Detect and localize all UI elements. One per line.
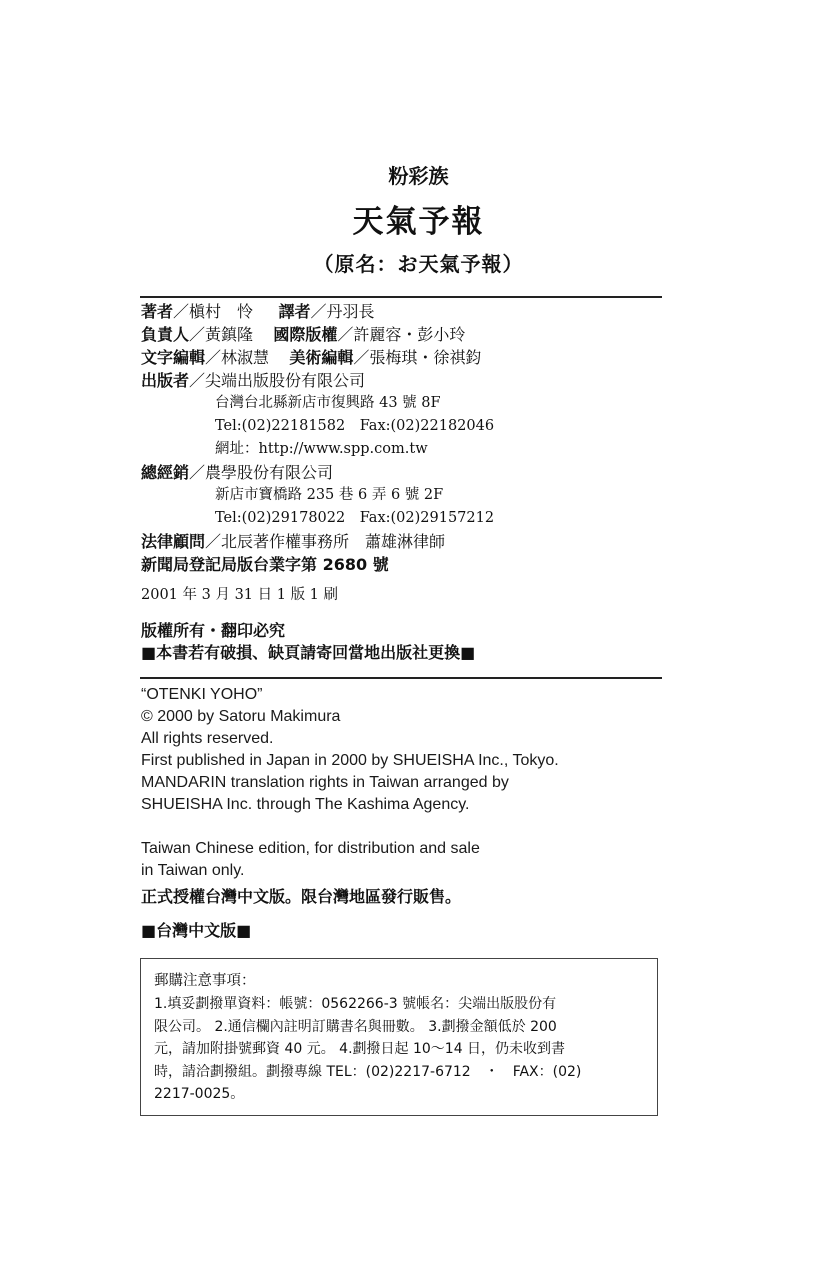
text-editor-name: ／林淑慧 [205, 348, 270, 367]
english-edition-1: Taiwan Chinese edition, for distribution and sale [141, 840, 480, 857]
rep-label: 負責人 [141, 325, 190, 344]
english-translation-rights-1: MANDARIN translation rights in Taiwan arranged by [141, 774, 509, 791]
text-editor-label: 文字編輯 [141, 348, 206, 367]
series-name: 粉彩族 [388, 164, 449, 188]
registration-number: 新聞局登記局版台業字第 2680 號 [141, 555, 389, 574]
translator-name: ／丹羽長 [310, 302, 375, 321]
original-title: （原名：お天氣予報） [313, 252, 524, 276]
credit-author-line [141, 300, 681, 323]
english-first-published: First published in Japan in 2000 by SHUEISHA Inc., Tokyo. [141, 752, 559, 769]
mail-order-heading: 郵購注意事項： [154, 973, 256, 989]
mail-order-body [154, 993, 646, 1106]
mail-order-box [140, 958, 658, 1116]
mail-order-line-5: 2217-0025。 [154, 1086, 245, 1102]
legal-name: ／北辰著作權事務所 蕭雄淋律師 [205, 532, 446, 551]
author-name: ／槇村 怜 [173, 302, 254, 321]
print-date: 2001 年 3 月 31 日 1 版 1 刷 [141, 587, 339, 603]
mail-order-line-2: 限公司。 2.通信欄內註明訂購書名與冊數。 3.劃撥金額低於 200 [154, 1018, 557, 1035]
art-editor-label: 美術編輯 [289, 348, 354, 367]
distributor-phone: Tel:(02)29178022 Fax:(02)29157212 [215, 510, 495, 526]
distributor-name: ／農學股份有限公司 [189, 463, 334, 482]
credit-distributor-line [141, 461, 681, 484]
rights-line-1: 版權所有・翻印必究 [141, 621, 286, 640]
middle-divider [140, 677, 662, 679]
publisher-label: 出版者 [141, 371, 190, 390]
publisher-address: 台灣台北縣新店市復興路 43 號 8F [215, 395, 441, 411]
credit-editor-line [141, 346, 681, 369]
mail-order-line-1: 1.填妥劃撥單資料：帳號：0562266-3 號帳名：尖端出版股份有 [154, 996, 557, 1012]
english-title: “OTENKI YOHO” [141, 686, 263, 703]
credit-publisher-line [141, 369, 681, 392]
translator-label: 譯者 [278, 302, 311, 321]
english-edition-block [141, 838, 480, 882]
english-translation-rights-2: SHUEISHA Inc. through The Kashima Agency. [141, 796, 470, 813]
authorized-edition-note: 正式授權台灣中文版。限台灣地區發行販售。 [141, 887, 462, 906]
publisher-phone: Tel:(02)22181582 Fax:(02)22182046 [215, 418, 495, 434]
english-reserved: All rights reserved. [141, 730, 274, 747]
credit-rep-line [141, 323, 681, 346]
rights-notice [141, 620, 475, 664]
legal-label: 法律顧問 [141, 532, 206, 551]
distributor-label: 總經銷 [141, 463, 190, 482]
english-edition-2: in Taiwan only. [141, 862, 245, 879]
intl-rights-names: ／許麗容・彭小玲 [337, 325, 466, 344]
distributor-address: 新店市寶橋路 235 巷 6 弄 6 號 2F [215, 487, 444, 503]
book-title: 天氣予報 [352, 204, 485, 240]
author-label: 著者 [141, 302, 174, 321]
edition-mark: ■台灣中文版■ [141, 921, 252, 940]
credits-block [141, 300, 681, 576]
english-copyright-block [141, 684, 559, 816]
rights-line-2: ■本書若有破損、缺頁請寄回當地出版社更換■ [141, 643, 476, 662]
top-divider [140, 296, 662, 298]
credit-legal-line [141, 530, 681, 553]
mail-order-line-4: 時，請洽劃撥組。劃撥專線 TEL：(02)2217-6712 ・ FAX：(02) [154, 1063, 582, 1080]
rep-name: ／黃鎮隆 [189, 325, 254, 344]
art-editor-names: ／張梅琪・徐祺鈞 [353, 348, 482, 367]
english-copyright: © 2000 by Satoru Makimura [141, 708, 341, 725]
mail-order-line-3: 元，請加附掛號郵資 40 元。 4.劃撥日起 10～14 日，仍未收到書 [154, 1041, 566, 1057]
intl-rights-label: 國際版權 [273, 325, 338, 344]
publisher-website: 網址：http://www.spp.com.tw [215, 441, 428, 457]
publisher-name: ／尖端出版股份有限公司 [189, 371, 366, 390]
